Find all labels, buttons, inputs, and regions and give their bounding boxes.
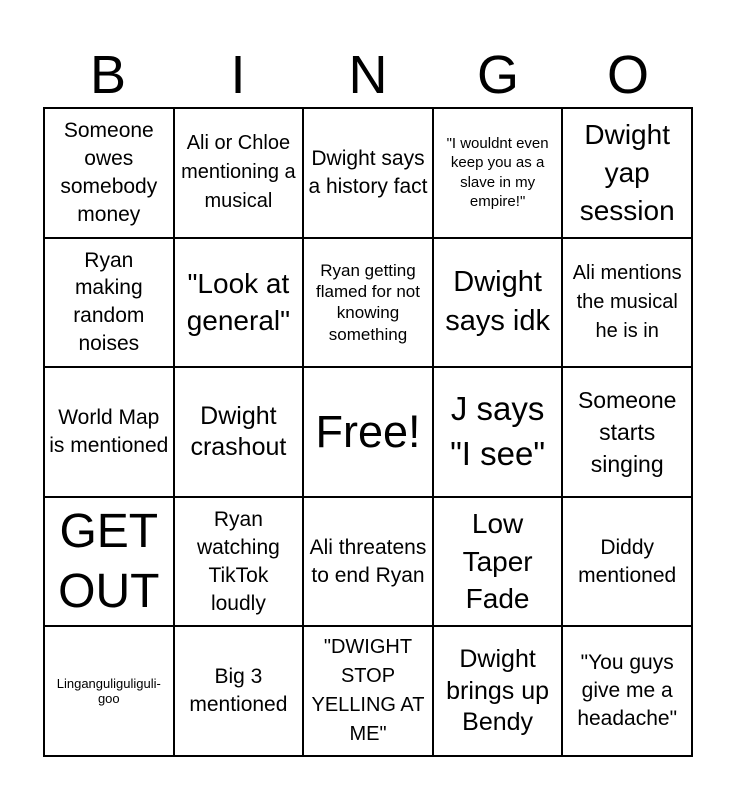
bingo-cell-r5-c4[interactable] bbox=[433, 626, 563, 756]
bingo-cell-r2-c4[interactable] bbox=[433, 238, 563, 368]
bingo-cell-r1-c4[interactable] bbox=[433, 108, 563, 238]
cell-text: GET OUT bbox=[58, 504, 160, 618]
cell-text: Ryan making random noises bbox=[73, 248, 145, 356]
cell-text: "I wouldnt even keep you as a slave in my empire!" bbox=[446, 134, 549, 211]
bingo-cell-r2-c5[interactable] bbox=[562, 238, 692, 368]
cell-text: Low Taper Fade bbox=[462, 507, 533, 615]
cell-text: Linganguliguliguligoo bbox=[56, 675, 161, 707]
bingo-cell-r1-c1[interactable] bbox=[44, 108, 174, 238]
cell-text: "You guys give me a headache" bbox=[577, 651, 678, 731]
cell-text: World Map is mentioned bbox=[49, 406, 169, 457]
bingo-cell-r3-c1[interactable] bbox=[44, 367, 174, 497]
cell-text: Ryan getting flamed for not knowing something bbox=[316, 260, 420, 344]
cell-text: "DWIGHT STOP YELLING AT ME" bbox=[311, 636, 425, 746]
cell-text: Diddy mentioned bbox=[578, 535, 677, 587]
bingo-cell-r4-c2[interactable] bbox=[174, 497, 304, 627]
cell-text: Big 3 mentioned bbox=[189, 665, 288, 717]
bingo-cell-r2-c1[interactable] bbox=[44, 238, 174, 368]
header-letter-n: N bbox=[348, 45, 388, 105]
cell-text: J says "I see" bbox=[450, 390, 546, 472]
bingo-header bbox=[43, 44, 693, 106]
cell-text: Ali or Chloe mentioning a musical bbox=[181, 132, 296, 213]
cell-text: Dwight crashout bbox=[190, 401, 287, 461]
bingo-cell-r4-c4[interactable] bbox=[433, 497, 563, 627]
bingo-cell-r5-c5[interactable] bbox=[562, 626, 692, 756]
header-letter-o: O bbox=[606, 45, 649, 105]
cell-text: Dwight brings up Bendy bbox=[446, 645, 550, 736]
bingo-cell-r4-c1[interactable] bbox=[44, 497, 174, 627]
cell-text: "Look at general" bbox=[186, 267, 291, 337]
cell-text: Dwight yap session bbox=[579, 119, 675, 226]
cell-text: Someone starts singing bbox=[577, 386, 677, 478]
cell-text: Someone owes somebody money bbox=[60, 118, 158, 226]
bingo-cell-r3-c5[interactable] bbox=[562, 367, 692, 497]
cell-text: Ali threatens to end Ryan bbox=[309, 535, 427, 587]
bingo-cell-r3-c2[interactable] bbox=[174, 367, 304, 497]
cell-text: Ryan watching TikTok loudly bbox=[196, 507, 280, 615]
bingo-cell-free[interactable] bbox=[303, 367, 433, 497]
cell-text: Ali mentions the musical he is in bbox=[572, 261, 682, 342]
bingo-cell-r1-c2[interactable] bbox=[174, 108, 304, 238]
cell-text: Dwight says idk bbox=[445, 266, 550, 338]
bingo-cell-r4-c5[interactable] bbox=[562, 497, 692, 627]
header-letter-b: B bbox=[89, 45, 127, 105]
bingo-cell-r2-c3[interactable] bbox=[303, 238, 433, 368]
cell-text: Free! bbox=[315, 405, 421, 457]
header-letter-g: G bbox=[476, 45, 519, 105]
bingo-cell-r1-c5[interactable] bbox=[562, 108, 692, 238]
header-letter-i: I bbox=[230, 45, 246, 105]
bingo-cell-r3-c4[interactable] bbox=[433, 367, 563, 497]
cell-text: Dwight says a history fact bbox=[308, 146, 428, 198]
bingo-cell-r4-c3[interactable] bbox=[303, 497, 433, 627]
bingo-cell-r5-c3[interactable] bbox=[303, 626, 433, 756]
bingo-cell-r2-c2[interactable] bbox=[174, 238, 304, 368]
bingo-cell-r5-c1[interactable] bbox=[44, 626, 174, 756]
bingo-cell-r5-c2[interactable] bbox=[174, 626, 304, 756]
bingo-board bbox=[43, 107, 693, 757]
bingo-cell-r1-c3[interactable] bbox=[303, 108, 433, 238]
